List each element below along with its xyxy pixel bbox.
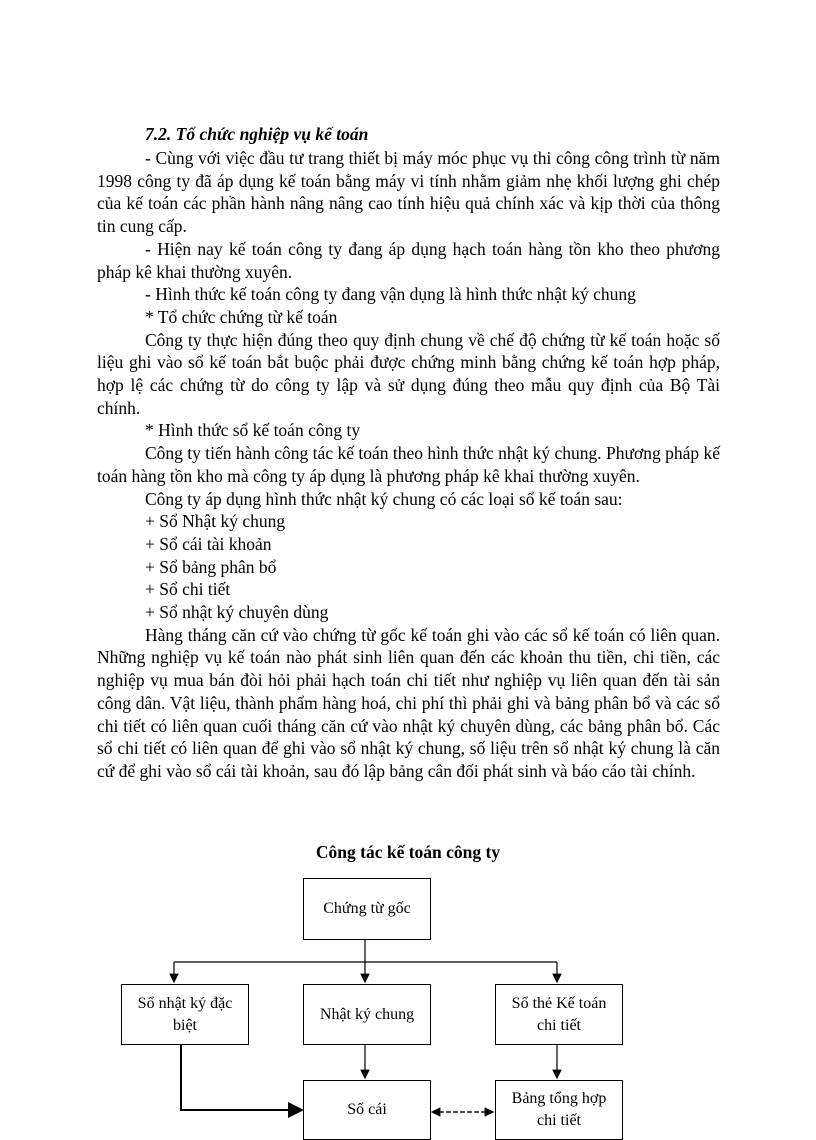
list-item: + Sổ chi tiết (145, 579, 231, 600)
paragraph-9: Hàng tháng căn cứ vào chứng từ gốc kế toán ghi vào các sổ kế toán có liên quan. Những nghiệp vụ kế toán nào phát sinh liên quan đến các khoản thu tiền, chi tiền, các nghiệp vụ mua bán đòi hỏi phải hạch toán chi tiết như nghiệp vụ liên quan đến tài sản công dân. Vật liệu, thành phẩm hàng hoá, chi phí thì phải ghi và bảng phân bổ và các sổ chi tiết có liên quan cuối tháng căn cứ vào nhật ký chuyên dùng, các bảng phân bổ. Các sổ chi tiết có liên quan để ghi vào sổ nhật ký chung, số liệu trên sổ nhật ký chung là căn cứ để ghi vào sổ cái tài khoản, sau đó lập bảng cân đối phát sinh và báo cáo tài chính. (97, 624, 720, 781)
paragraph-7: Công ty tiến hành công tác kế toán theo hình thức nhật ký chung. Phương pháp kế toán hàng tồn kho mà công ty áp dụng là phương pháp kê khai thường xuyên. (97, 443, 720, 486)
box-so-cai: Sổ cái (303, 1080, 431, 1140)
list-item: + Sổ Nhật ký chung (145, 511, 286, 532)
box-so-the-ke-toan-chi-tiet: Sổ thẻ Kế toán chi tiết (495, 984, 623, 1045)
box-so-nhat-ky-dac-biet: Sổ nhật ký đặc biệt (121, 984, 249, 1045)
paragraph-8: Công ty áp dụng hình thức nhật ký chung có các loại sổ kế toán sau: (145, 488, 623, 509)
connector-dac-biet-to-so-cai (181, 1045, 302, 1110)
paragraph-5: Công ty thực hiện đúng theo quy định chung về chế độ chứng từ kế toán hoặc số liệu ghi vào sổ kế toán bắt buộc phải được chứng minh bằng chứng kế toán hợp pháp, hợp lệ các chứng từ do công ty lập và sử dụng đúng theo mẫu quy định của Bộ Tài chính. (97, 329, 720, 418)
paragraph-4: * Tổ chức chứng từ kế toán (145, 306, 338, 327)
box-nhat-ky-chung: Nhật ký chung (303, 984, 431, 1045)
box-chung-tu-goc: Chứng từ gốc (303, 878, 431, 940)
list-item: + Sổ cái tài khoản (145, 533, 272, 554)
section-heading: 7.2. Tổ chức nghiệp vụ kế toán (145, 124, 369, 144)
body-text (97, 147, 720, 783)
paragraph-3: - Hình thức kế toán công ty đang vận dụng là hình thức nhật ký chung (145, 284, 636, 305)
paragraph-6: * Hình thức sổ kế toán công ty (145, 420, 361, 441)
diagram-title: Công tác kế toán công ty (315, 842, 501, 862)
paragraph-2: - Hiện nay kế toán công ty đang áp dụng hạch toán hàng tồn kho theo phương pháp kê khai thường xuyên. (97, 238, 720, 282)
paragraph-1: - Cùng với việc đầu tư trang thiết bị máy móc phục vụ thi công công trình từ năm 1998 công ty đã áp dụng kế toán bằng máy vi tính nhằm giảm nhẹ khối lượng ghi chép của kế toán các phần hành nâng nâng cao tính hiệu quả chính xác và kịp thời của thông tin cung cấp. (97, 148, 720, 237)
list-item: + Sổ bảng phân bổ (145, 556, 277, 577)
list-item: + Sổ nhật ký chuyên dùng (145, 602, 329, 623)
box-bang-tong-hop-chi-tiet: Bảng tổng hợp chi tiết (495, 1080, 623, 1140)
